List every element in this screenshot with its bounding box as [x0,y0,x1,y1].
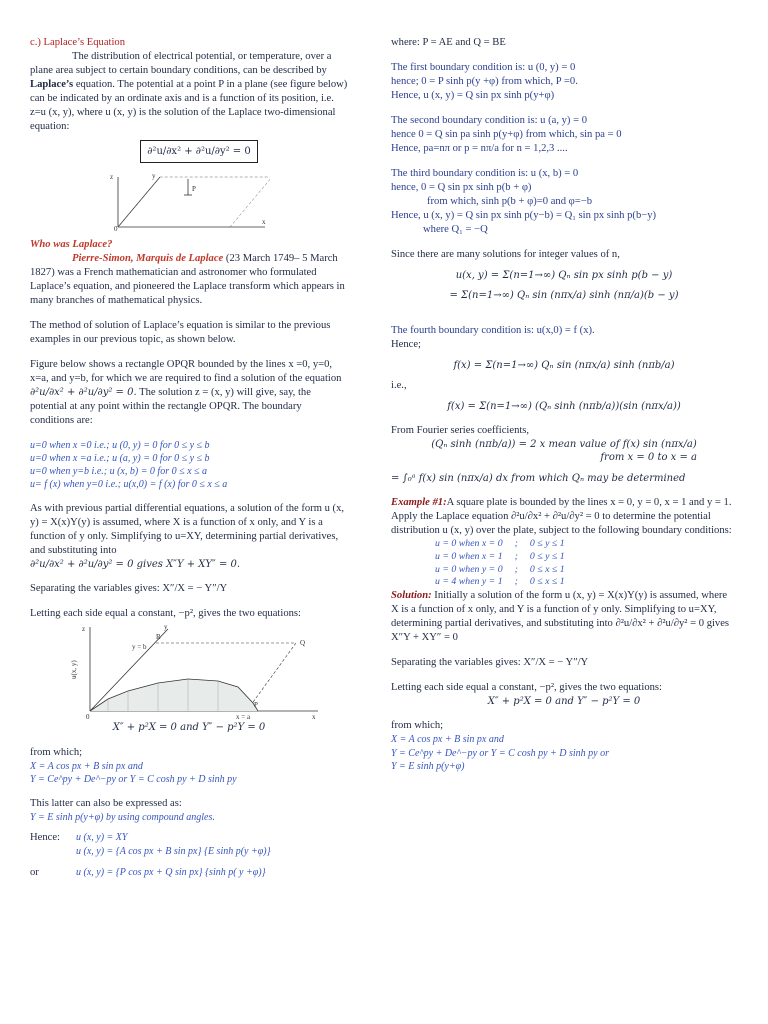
solution-x: X = A cos px + B sin px and [30,760,143,772]
condition-text: u = 4 when y = 1 [435,576,503,588]
second-bc-hence: hence 0 = Q sin pa sinh p(y+φ) from which, sin pa = 0 [391,128,622,140]
fig2-p-label: P [254,701,258,710]
r-solution-y: Y = Ce^py + De^−py or Y = C cosh py + D sinh py or [391,747,609,759]
fig2-y-label: y [164,623,168,632]
third-bc-hence: hence, 0 = Q sin px sinh p(b + φ) [391,181,532,193]
third-bc-where: where Q₁ = −Q [423,223,488,235]
hence-block [30,831,348,880]
fig2-xa-label: x = a [236,713,251,722]
third-bc-result: Hence, u (x, y) = Q sin px sinh p(y−b) = Q₁ sin px sinh p(b−y) [391,209,657,221]
intro-text-2: equation. The potential at a point P in a plane (see figure below) can be indicated by an ordinate axis and is a function of its position, i.e. z=u (x, y), where u (x, y) is the solution of the Laplace two-dimensional equation: [30,78,348,132]
third-bc-from: from which, sinh p(b + φ)=0 and φ=−b [427,195,592,207]
r-solution-e: Y = E sinh p(y+φ) [391,760,465,772]
example-conditions [429,538,571,590]
fig2-origin-label: 0 [86,713,90,722]
fourth-bc-title: The fourth boundary condition is: u(x,0) = f (x). [391,324,595,336]
bio-paragraph [30,252,348,308]
figure-plane [100,169,270,231]
fig1-p-label: P [192,184,196,193]
right-column [391,36,737,773]
bc-line: u=0 when x =0 i.e.; u (0, y) = 0 for 0 ≤ y ≤ b [30,439,210,451]
fourier-eq: (Qₙ sinh (nπb/a)) = 2 x mean value of f(x) sin (nπx/a) [431,439,697,451]
condition-range: 0 ≤ y ≤ 1 [529,537,565,549]
who-heading: Who was Laplace? [30,238,113,250]
figure-text-2: The solution z = (x, y) will give, say, the potential at any point within the rectangle OPQR. The boundary conditions are: [30,386,311,426]
latter-text: This latter can also be expressed as: [30,797,182,809]
first-bc-title: The first boundary condition is: u (0, y) = 0 [391,61,576,73]
figure-text-eq: ∂²u/∂x² + ∂²u/∂y² = 0. [30,386,137,398]
example-text: A square plate is bounded by the lines x = 0, y = 0, x = 1 and y = 1. Apply the Laplace equation ∂²u/∂x² + ∂²u/∂y² = 0 to determine the potential distribution u (x, y) over the plate, subject to the following boundary conditions: [391,496,732,536]
fig2-u-label: u(x, y) [70,660,78,680]
third-bc-title: The third boundary condition is: u (x, b) = 0 [391,167,579,179]
second-bc-title: The second boundary condition is: u (a, y) = 0 [391,114,588,126]
fig2-b-label: y = b [132,643,147,652]
first-bc-result: Hence, u (x, y) = Q sin px sinh p(y+φ) [391,89,555,101]
fourier-range: from x = 0 to x = a [600,452,697,464]
condition-sep: ; [514,576,518,588]
r-separating-text: Separating the variables gives: X″/X = − Y″/Y [391,657,589,669]
boundary-conditions-list [30,439,348,492]
integral-eq: = ∫₀ᵃ f(x) sin (nπx/a) dx from which Qₙ may be determined [391,472,686,484]
fig1-y-label: y [152,171,156,180]
figure-rectangle [68,621,328,721]
separating-text: Separating the variables gives: X″/X = − Y″/Y [30,583,228,595]
fig1-x-label: x [262,217,266,226]
pde-paragraph: As with previous partial differential equations, a solution of the form u (x, y) = X(x)Y(y) is assumed, where X is a function of x only, and Y is a function of y only. Simplifying to u=XY, determining partial derivatives, and substituting into [30,503,345,557]
intro-text-1: The distribution of electrical potential, or temperature, over a plane area subject to certain boundary conditions, can be described by [30,50,332,76]
series-eq-1: u(x, y) = Σ(n=1→∞) Qₙ sin px sinh p(b − y) [455,269,673,281]
second-bc-result: Hence, pa=nπ or p = nπ/a for n = 1,2,3 .... [391,142,568,154]
condition-sep: ; [514,563,518,575]
r-two-equations: X″ + p²X = 0 and Y″ − p²Y = 0 [487,696,641,708]
condition-sep: ; [514,537,518,549]
hence-eq-2: u (x, y) = {A cos px + B sin px} {E sinh p(y +φ)} [76,846,271,857]
condition-sep: ; [514,550,518,562]
condition-row [429,538,571,551]
example-paragraph [391,496,737,538]
from-which-label: from which; [30,746,83,758]
ie-text: i.e., [391,380,407,392]
or-label: or [30,866,39,878]
method-paragraph: The method of solution of Laplace’s equation is similar to the previous examples in our previous topic, as shown below. [30,319,331,345]
letting-text: Letting each side equal a constant, −p², gives the two equations: [30,608,301,620]
figure-text-1: Figure below shows a rectangle OPQR bounded by the lines x =0, y=0, x=a, and y=b, for which we are required to find a solution of the equation [30,358,342,384]
left-column [30,36,348,880]
two-equations: X″ + p²X = 0 and Y″ − p²Y = 0 [112,722,266,734]
series-eq-2: = Σ(n=1→∞) Qₙ sin (nπx/a) sinh (nπ/a)(b − y) [449,289,679,301]
condition-range: 0 ≤ x ≤ 1 [529,563,565,575]
condition-range: 0 ≤ x ≤ 1 [529,576,565,588]
solution-text: Initially a solution of the form u (x, y) = X(x)Y(y) is assumed, where X is a function of x only, and Y is a function of y only. Simplifying to u=XY, determining partial derivatives, and substituting into ∂²u/∂x² + ∂²u/∂y² = 0 gives X″Y + XY″ = 0 [391,590,730,644]
fig2-r-label: R [156,633,161,642]
bc-line: u=0 when x =a i.e.; u (a, y) = 0 for 0 ≤ y ≤ b [30,452,210,464]
condition-text: u = 0 when x = 1 [435,550,503,562]
condition-row [429,576,571,589]
bio-text: (23 March 1749– 5 March 1827) was a French mathematician and astronomer who formulated Laplace’s equation, and pioneered the Laplace transform which appears in many branches of mathematical physics. [30,252,345,306]
laplace-equation-box: ∂²u/∂x² + ∂²u/∂y² = 0 [140,140,258,163]
latter-equation: Y = E sinh p(y+φ) by using compound angles. [30,811,215,823]
condition-row [429,551,571,564]
condition-text: u = 0 when x = 0 [435,537,503,549]
bc-line: u= f (x) when y=0 i.e.; u(x,0) = f (x) for 0 ≤ x ≤ a [30,479,228,491]
first-bc-hence: hence; 0 = P sinh p(y +φ) from which, P =0. [391,75,578,87]
hence-eq-1: u (x, y) = XY [76,832,128,844]
fig2-q-label: Q [300,639,306,648]
condition-row [429,564,571,577]
solution-y: Y = Ce^py + De^−py or Y = C cosh py + D sinh py [30,773,237,785]
intro-bold: Laplace’s [30,78,74,90]
fig1-origin-label: 0 [114,224,118,231]
fourier-text: From Fourier series coefficients, [391,425,530,437]
r-letting-text: Letting each side equal a constant, −p², gives the two equations: [391,682,662,694]
fx-eq-1: f(x) = Σ(n=1→∞) Qₙ sin (nπx/a) sinh (nπb/a) [453,359,675,371]
intro-paragraph [30,50,348,134]
solution-paragraph [391,589,737,645]
fig2-z-label: z [82,625,86,634]
hence-label: Hence: [30,832,60,844]
fourth-bc-hence: Hence; [391,338,421,350]
fx-eq-2: f(x) = Σ(n=1→∞) (Qₙ sinh (nπb/a))(sin (nπx/a)) [447,401,681,413]
r-from-which: from which; [391,720,444,732]
section-title: c.) Laplace’s Equation [30,37,126,48]
pde-equation: ∂²u/∂x² + ∂²u/∂y² = 0 gives X″Y + XY″ = 0. [30,559,241,571]
solution-label: Solution: [391,590,432,602]
condition-text: u = 0 when y = 0 [435,563,503,575]
condition-range: 0 ≤ y ≤ 1 [529,550,565,562]
fig2-x-label: x [312,713,316,722]
example-label: Example #1: [391,496,447,508]
fig1-z-label: z [110,172,114,181]
r-solution-x: X = A cos px + B sin px and [391,734,504,746]
bio-name: Pierre-Simon, Marquis de Laplace [72,252,224,264]
since-text: Since there are many solutions for integer values of n, [391,248,620,260]
figure-text-paragraph [30,358,348,428]
bc-line: u=0 when y=b i.e.; u (x, b) = 0 for 0 ≤ x ≤ a [30,465,208,477]
where-text: where: P = AE and Q = BE [391,37,506,48]
hence-eq-3: u (x, y) = {P cos px + Q sin px} {sinh p( y +φ)} [76,866,266,878]
